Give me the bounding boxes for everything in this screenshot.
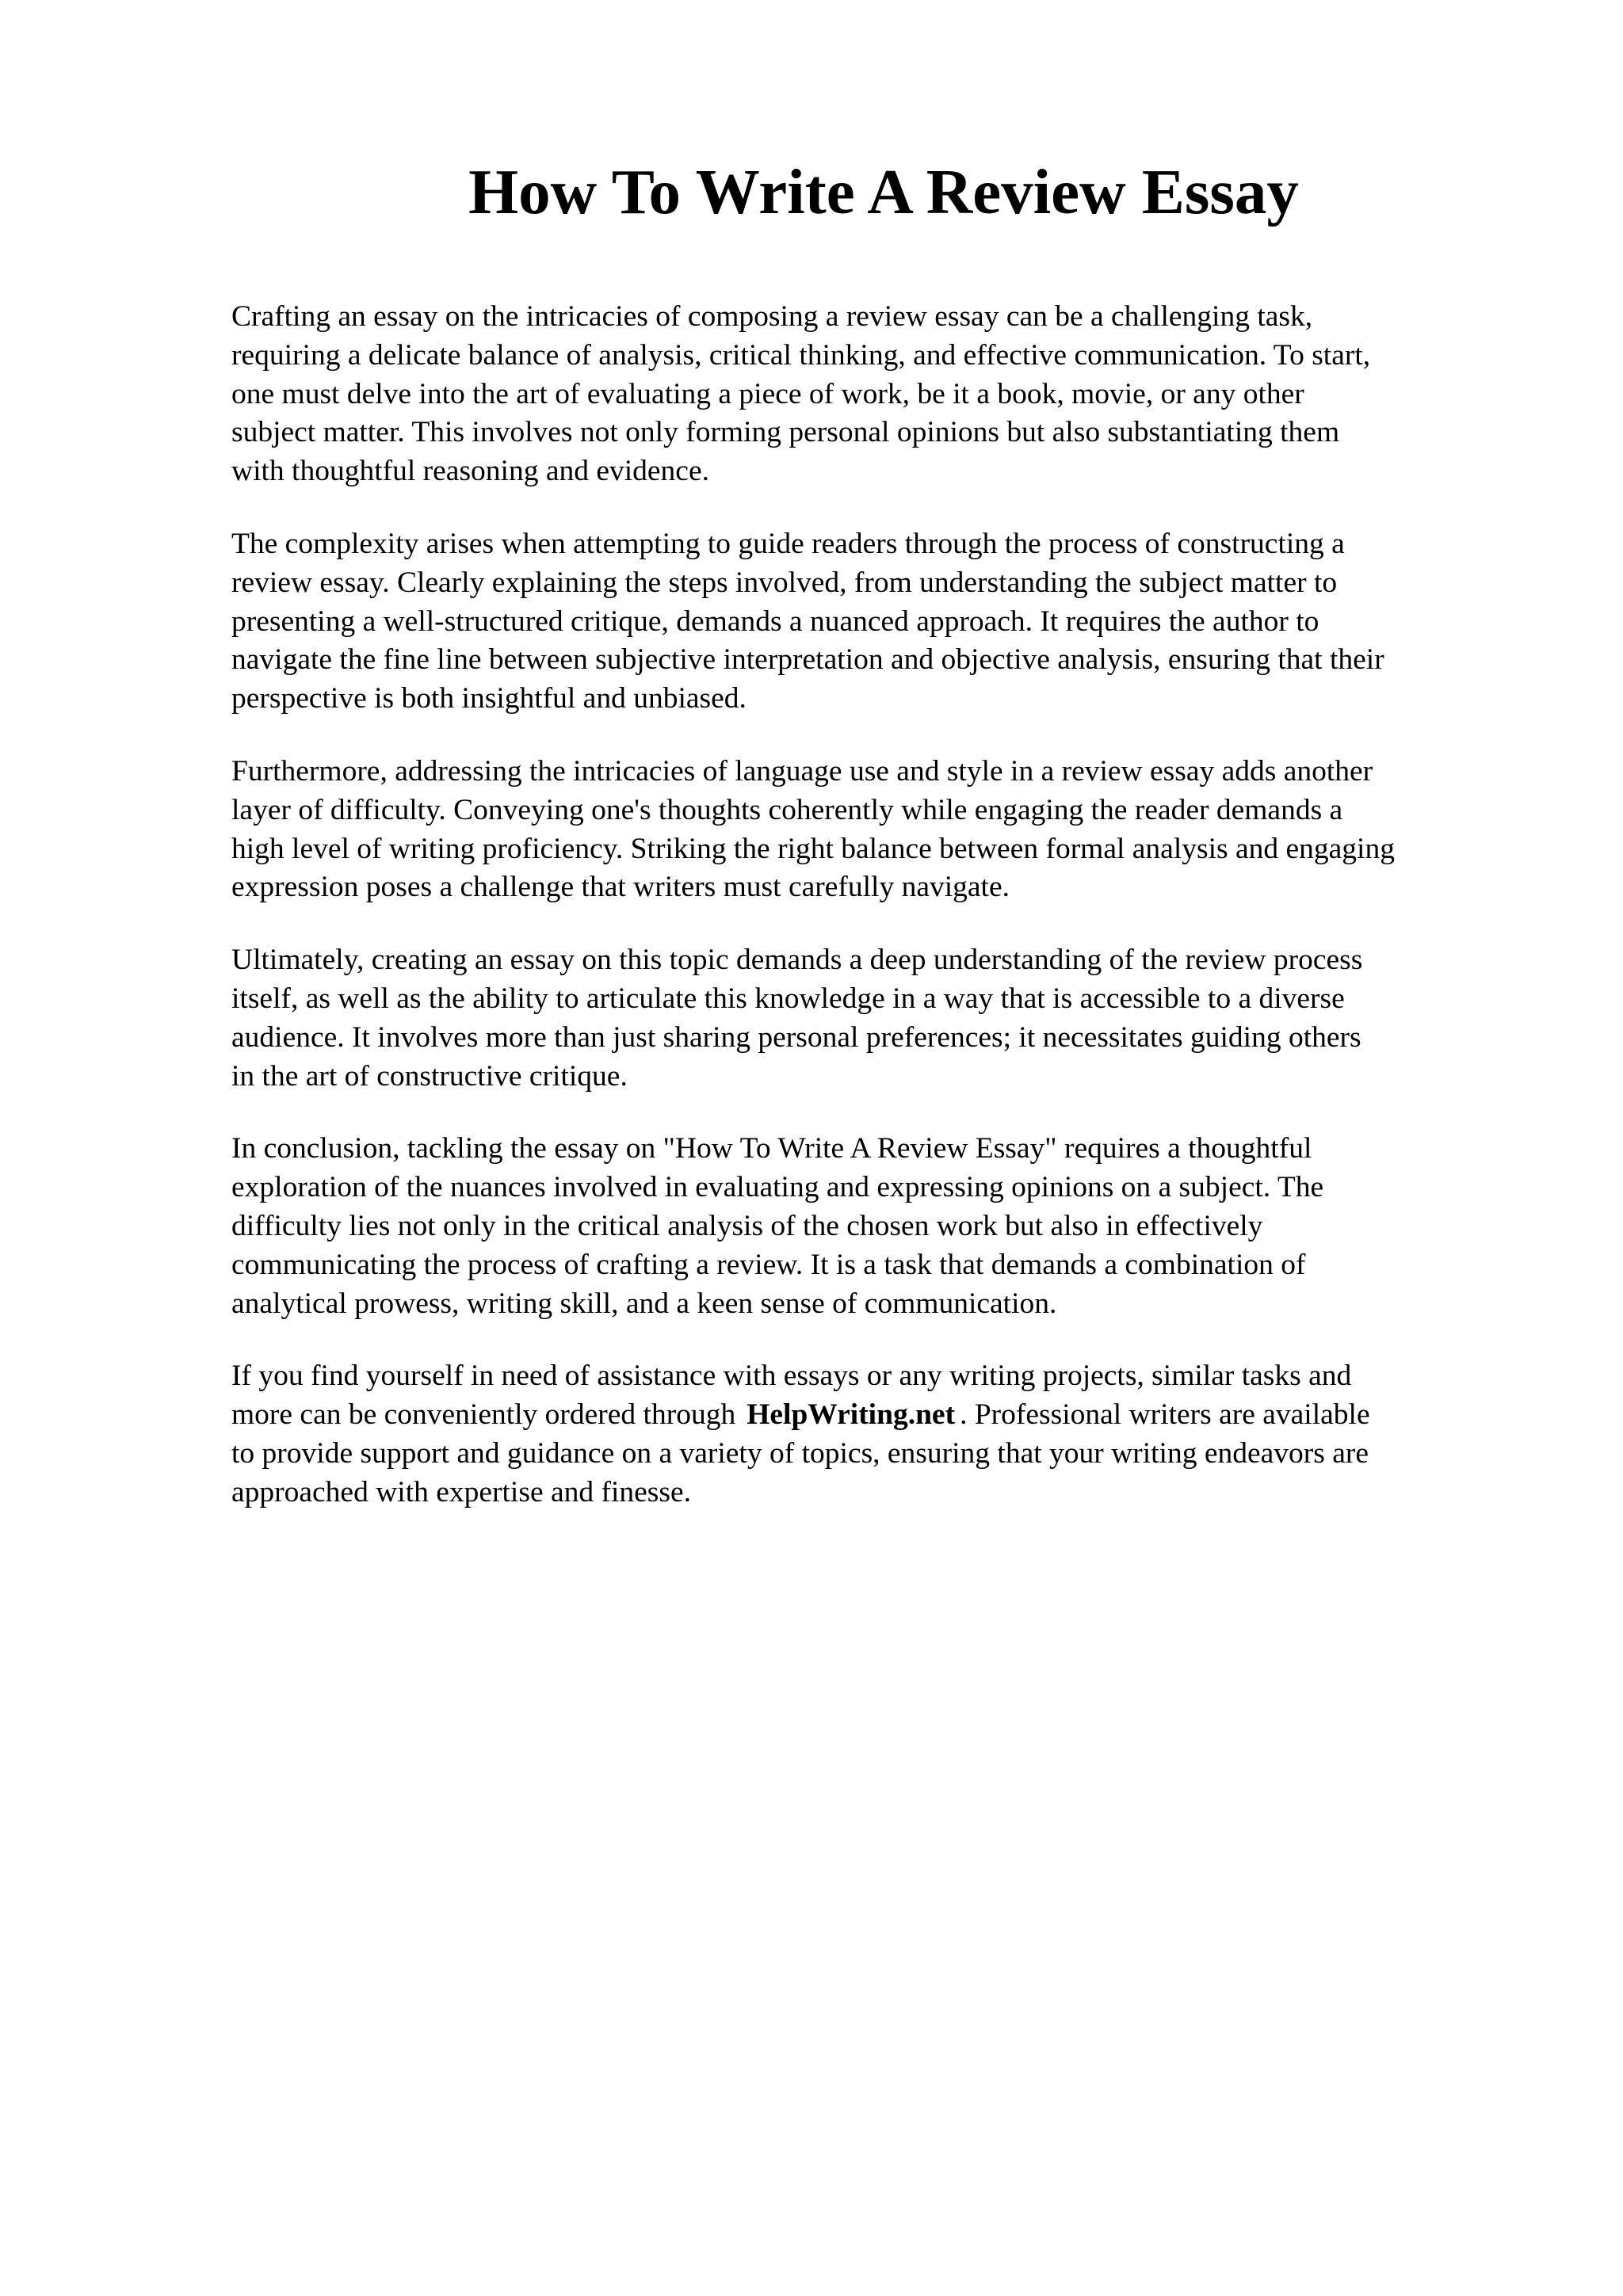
text-line: communicating the process of crafting a review. It is a task that demands a combination of bbox=[231, 1248, 1306, 1281]
text-line: high level of writing proficiency. Striking the right balance between formal analysis and engaging bbox=[231, 832, 1395, 865]
paragraph-5 bbox=[231, 1130, 1531, 1323]
text-line: itself, as well as the ability to articulate this knowledge in a way that is accessible to a diverse bbox=[231, 982, 1345, 1015]
text-line: analytical prowess, writing skill, and a keen sense of communication. bbox=[231, 1287, 1057, 1320]
text-line: The complexity arises when attempting to guide readers through the process of constructing a bbox=[231, 527, 1345, 560]
paragraph-1 bbox=[231, 298, 1531, 491]
text-line-with-link bbox=[231, 1396, 1531, 1435]
paragraph-4 bbox=[231, 941, 1531, 1096]
text-line: requiring a delicate balance of analysis, critical thinking, and effective communication. To start, bbox=[231, 338, 1371, 372]
paragraph-2 bbox=[231, 525, 1531, 719]
text-line: subject matter. This involves not only forming personal opinions but also substantiating them bbox=[231, 416, 1340, 449]
text-fragment: more can be conveniently ordered through bbox=[231, 1398, 736, 1432]
text-line: difficulty lies not only in the critical analysis of the chosen work but also in effectively bbox=[231, 1209, 1263, 1242]
text-line: approached with expertise and finesse. bbox=[231, 1475, 691, 1508]
text-line: perspective is both insightful and unbiased. bbox=[231, 682, 747, 715]
paragraph-closing bbox=[231, 1357, 1531, 1512]
text-line: review essay. Clearly explaining the steps involved, from understanding the subject matter to bbox=[231, 566, 1338, 599]
text-line: Furthermore, addressing the intricacies of language use and style in a review essay adds another bbox=[231, 754, 1373, 788]
text-line: If you find yourself in need of assistance with essays or any writing projects, similar tasks and bbox=[231, 1360, 1352, 1393]
text-line: navigate the fine line between subjective interpretation and objective analysis, ensuring that their bbox=[231, 643, 1384, 677]
text-line: with thoughtful reasoning and evidence. bbox=[231, 455, 709, 488]
document-title: How To Write A Review Essay bbox=[468, 156, 1299, 227]
document-body bbox=[231, 298, 1531, 1547]
paragraph-3 bbox=[231, 753, 1531, 907]
helpwriting-link[interactable]: HelpWriting.net bbox=[747, 1398, 956, 1432]
text-line: exploration of the nuances involved in evaluating and expressing opinions on a subject. The bbox=[231, 1171, 1324, 1204]
text-line: expression poses a challenge that writers must carefully navigate. bbox=[231, 871, 1010, 904]
text-line: layer of difficulty. Conveying one's thoughts coherently while engaging the reader demands a bbox=[231, 793, 1343, 826]
text-line: in the art of constructive critique. bbox=[231, 1059, 628, 1093]
text-line: one must delve into the art of evaluating a piece of work, be it a book, movie, or any other bbox=[231, 377, 1304, 410]
text-line: audience. It involves more than just sharing personal preferences; it necessitates guiding others bbox=[231, 1020, 1361, 1054]
text-line: to provide support and guidance on a variety of topics, ensuring that your writing endeavors are bbox=[231, 1436, 1369, 1470]
text-line: Ultimately, creating an essay on this topic demands a deep understanding of the review process bbox=[231, 944, 1363, 977]
text-fragment: . Professional writers are available bbox=[960, 1398, 1370, 1432]
text-line: In conclusion, tackling the essay on "How To Write A Review Essay" requires a thoughtful bbox=[231, 1132, 1312, 1165]
text-line: Crafting an essay on the intricacies of composing a review essay can be a challenging task, bbox=[231, 300, 1313, 333]
text-line: presenting a well-structured critique, demands a nuanced approach. It requires the author to bbox=[231, 605, 1319, 638]
